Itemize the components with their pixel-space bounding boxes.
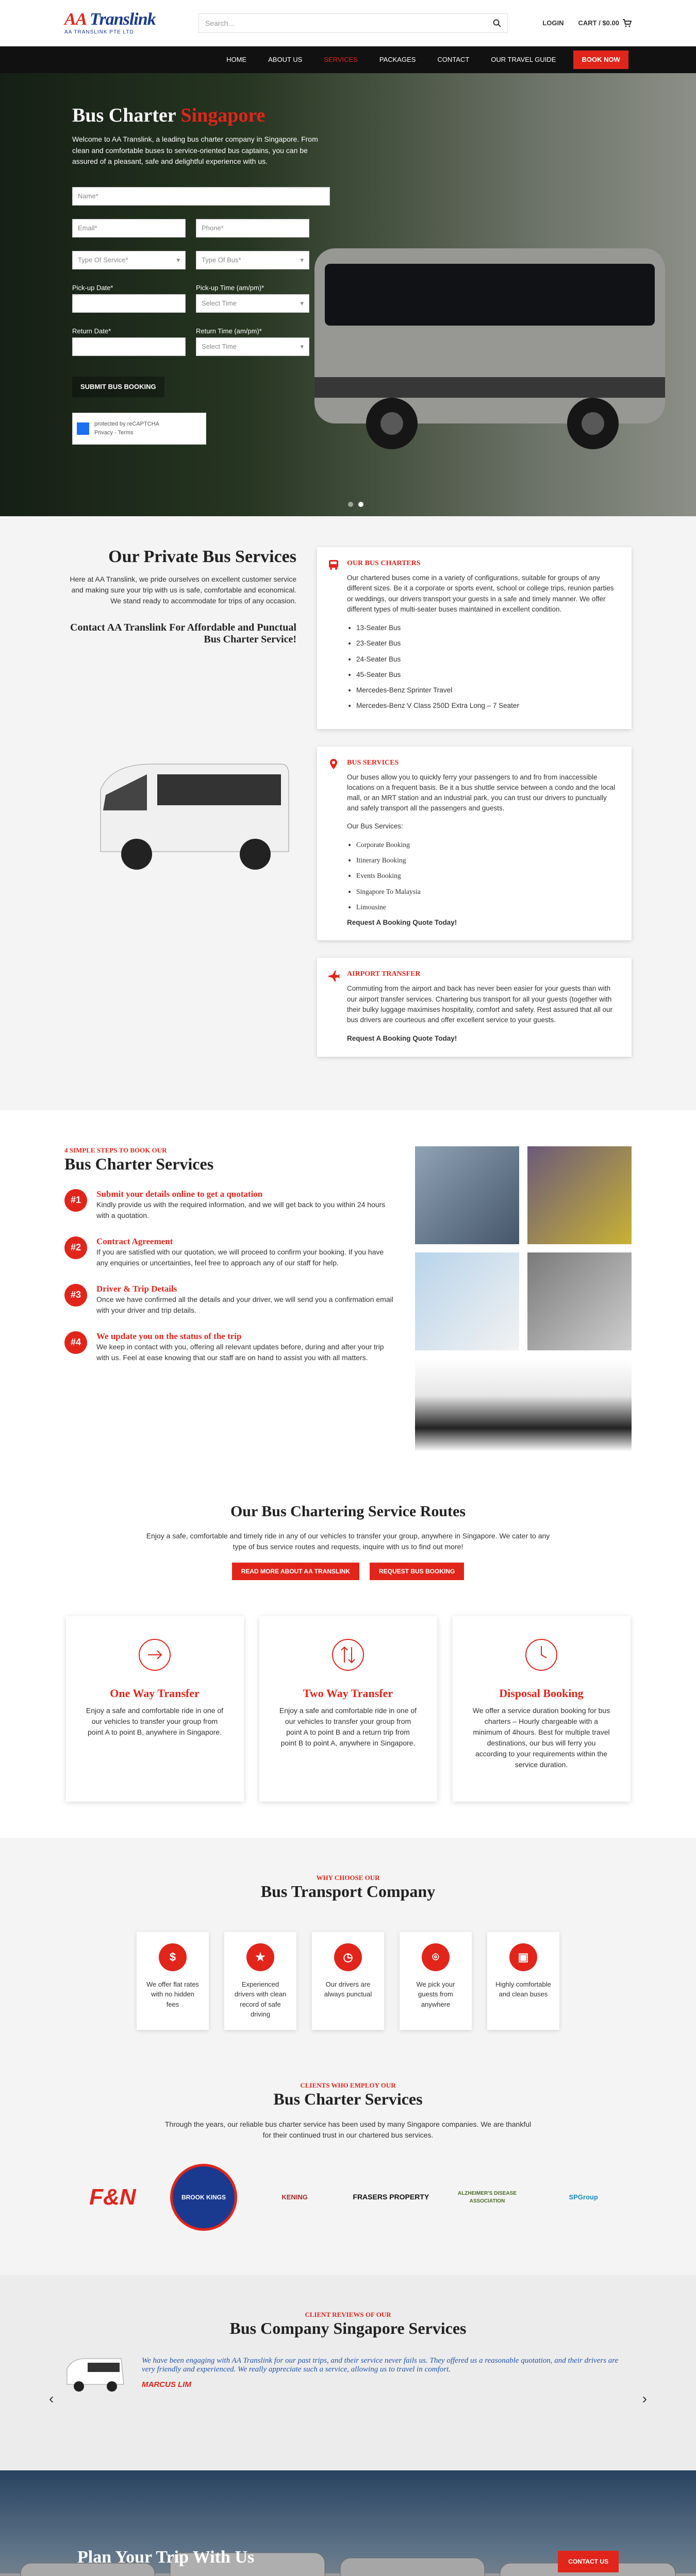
- name-field[interactable]: [72, 187, 330, 206]
- slider-dots: [348, 502, 363, 507]
- nav-contact[interactable]: CONTACT: [437, 56, 470, 64]
- hero-title-a: Bus Charter: [72, 105, 181, 126]
- review-item: [64, 2353, 632, 2395]
- plan-trip-title: Plan Your Trip With Us: [77, 2547, 255, 2567]
- route-card-title: Disposal Booking: [499, 1687, 584, 1700]
- list-item: • 13-Seater Bus: [356, 623, 616, 633]
- minibus-image: [90, 754, 296, 877]
- site-header: [0, 0, 696, 73]
- service-type-select[interactable]: [72, 251, 186, 269]
- chevron-down-icon: ▾: [176, 256, 180, 264]
- bus-services-text: Our buses allow you to quickly ferry your passengers to and fro from inaccessible locations on a frequent basis. Be it a bus shuttle service between a condo and the local mall, or an MRT station and an industrial park, you can trust our drivers to punctually and safely transport all the passengers and guests.: [347, 773, 616, 812]
- list-item: • 23-Seater Bus: [356, 638, 616, 649]
- step-item: [64, 1189, 394, 1221]
- pickup-date-field[interactable]: [72, 294, 186, 313]
- return-date-label: Return Date*: [72, 327, 111, 335]
- pickup-date-label: Pick-up Date*: [72, 284, 113, 292]
- name-placeholder: Name*: [78, 192, 98, 200]
- email-field[interactable]: [72, 219, 186, 238]
- clients-section: [0, 2081, 696, 2275]
- main-nav: [0, 46, 696, 73]
- award-icon: ★: [246, 1943, 274, 1971]
- slider-dot-active[interactable]: [358, 502, 363, 507]
- step-badge: #4: [64, 1331, 87, 1354]
- routes-title: Our Bus Chartering Service Routes: [230, 1502, 466, 1520]
- hero-title: [72, 104, 330, 127]
- why-title: Bus Transport Company: [260, 1882, 436, 1901]
- list-item: • Mercedes-Benz V Class 250D Extra Long – 7 Seater: [356, 701, 616, 711]
- nav-services[interactable]: SERVICES: [324, 56, 358, 64]
- return-date-field[interactable]: [72, 337, 186, 356]
- client-logos: [64, 2161, 632, 2233]
- bus-type-value: Type Of Bus*: [202, 256, 241, 264]
- phone-field[interactable]: [196, 219, 309, 238]
- search-placeholder: Search...: [205, 19, 235, 27]
- recaptcha-icon: [77, 422, 89, 435]
- gallery-photo: [527, 1252, 632, 1350]
- top-bar: [0, 0, 696, 46]
- list-item[interactable]: • Itinerary Booking: [356, 855, 616, 866]
- chevron-down-icon: ▾: [300, 343, 304, 351]
- bus-services-list: [356, 840, 616, 912]
- step-text: We keep in contact with you, offering all relevant updates before, during and after your trip with us. Feel at ease knowing that our staff are on hand to assist you with all matters.: [96, 1342, 384, 1362]
- hero-banner: [0, 73, 696, 516]
- nav-about[interactable]: ABOUT US: [268, 56, 303, 64]
- location-pin-icon: [327, 758, 340, 770]
- plan-trip-banner: [0, 2470, 696, 2576]
- gallery-photo: [415, 1146, 519, 1244]
- photo-gallery: [415, 1146, 632, 1451]
- why-card: [137, 1932, 209, 2030]
- services-contact-heading: Contact AA Translink For Affordable and Punctual Bus Charter Service!: [70, 622, 296, 645]
- airport-transfer-title: AIRPORT TRANSFER: [347, 970, 421, 978]
- chevron-down-icon: ▾: [300, 299, 304, 308]
- return-time-select[interactable]: [196, 337, 309, 356]
- step-title: We update you on the status of the trip: [96, 1331, 242, 1341]
- client-logo-sp: SPGroup: [569, 2193, 598, 2201]
- route-card-title: Two Way Transfer: [303, 1687, 393, 1700]
- contact-us-button[interactable]: CONTACT US: [558, 2551, 619, 2572]
- review-quote: We have been engaging with AA Translink for our past trips, and their service never fails us. They offered us a reasonable quotation, and their drivers are very friendly and experienced. We really appreciate such a service, allowing us to travel in comfort.: [142, 2357, 619, 2374]
- cart-link[interactable]: [578, 18, 632, 28]
- book-now-button[interactable]: BOOK NOW: [573, 50, 628, 69]
- airport-transfer-card: [317, 958, 632, 1056]
- clients-kicker: CLIENTS WHO EMPLOY OUR: [300, 2081, 396, 2089]
- bus-charters-card: [317, 547, 632, 729]
- bus-services-card: [317, 747, 632, 941]
- step-badge: #3: [64, 1284, 87, 1307]
- route-card: [66, 1616, 244, 1802]
- clock-icon: [523, 1637, 559, 1673]
- reviews-section: [0, 2275, 696, 2470]
- hero-intro: Welcome to AA Translink, a leading bus charter company in Singapore. From clean and comfortable buses to service-oriented bus captains, you can be assured of a pleasant, safe and delightful experience with us.: [72, 135, 318, 166]
- why-card: [487, 1932, 559, 2030]
- step-text: Once we have confirmed all the details and your driver, we will send you a confirmation email with your driver and trip details.: [96, 1295, 393, 1314]
- bus-types-list: [356, 623, 616, 711]
- bus-type-select[interactable]: [196, 251, 309, 269]
- cart-icon: [622, 19, 632, 27]
- list-item[interactable]: • Limousine: [356, 902, 616, 912]
- phone-placeholder: Phone*: [202, 224, 224, 232]
- why-card-text: We offer flat rates with no hidden fees: [146, 1980, 200, 2008]
- slider-dot[interactable]: [348, 502, 353, 507]
- list-item[interactable]: • Events Booking: [356, 871, 616, 881]
- logo-prefix: AA: [64, 9, 86, 29]
- client-logo-ada: ALZHEIMER'S DISEASE ASSOCIATION: [457, 2190, 517, 2204]
- read-more-button[interactable]: READ MORE ABOUT AA TRANSLINK: [232, 1563, 359, 1580]
- arrow-right-circle-icon: [137, 1637, 173, 1673]
- step-title: Contract Agreement: [96, 1236, 173, 1246]
- return-time-value: Select Time: [202, 343, 237, 351]
- why-card: [400, 1932, 472, 2030]
- reviews-title: Bus Company Singapore Services: [229, 2318, 467, 2337]
- dollar-icon: $: [159, 1943, 187, 1971]
- request-booking-button[interactable]: REQUEST BUS BOOKING: [370, 1563, 464, 1580]
- logo-brand: Translink: [89, 9, 156, 29]
- step-title: Submit your details online to get a quotation: [96, 1189, 263, 1199]
- list-item: • 24-Seater Bus: [356, 654, 616, 665]
- clients-title: Bus Charter Services: [273, 2089, 423, 2108]
- why-card: [312, 1932, 384, 2030]
- location-pin-icon: ⌾: [422, 1943, 450, 1971]
- route-card-text: We offer a service duration booking for bus charters – Hourly chargeable with a minimum of 4hours. Best for multiple travel destinations, our bus will ferry you according to your requirements within the service duration.: [472, 1706, 610, 1769]
- nav-packages[interactable]: PACKAGES: [379, 56, 416, 64]
- chevron-left-icon[interactable]: ‹: [49, 2390, 54, 2406]
- airport-quote-link[interactable]: Request A Booking Quote Today!: [347, 1035, 457, 1043]
- chevron-down-icon: ▾: [300, 256, 304, 264]
- chevron-right-icon[interactable]: ›: [642, 2390, 647, 2406]
- services-title: Our Private Bus Services: [108, 547, 296, 566]
- route-card: [259, 1616, 437, 1802]
- pickup-time-value: Select Time: [202, 299, 237, 308]
- gallery-photo: [527, 1146, 632, 1244]
- routes-text: Enjoy a safe, comfortable and timely ride in any of our vehicles to transfer your group, anywhere in Singapore. We cater to any type of bus service routes and requests, inquire with us to find out more!: [146, 1531, 550, 1551]
- why-card-text: Our drivers are always punctual: [324, 1980, 372, 1998]
- two-way-arrows-icon: [330, 1637, 366, 1673]
- client-logo-kening: KENING: [281, 2193, 308, 2201]
- routes-section: [0, 1487, 696, 1838]
- recaptcha-label: protected by reCAPTCHA: [94, 421, 159, 428]
- nav-travel-guide[interactable]: OUR TRAVEL GUIDE: [491, 56, 556, 64]
- step-badge: #2: [64, 1236, 87, 1259]
- list-item: • Mercedes-Benz Sprinter Travel: [356, 685, 616, 696]
- list-item[interactable]: • Corporate Booking: [356, 840, 616, 850]
- why-card-text: We pick your guests from anywhere: [416, 1980, 455, 2008]
- van-image: [64, 2353, 126, 2395]
- airplane-icon: [327, 969, 340, 981]
- step-title: Driver & Trip Details: [96, 1283, 177, 1294]
- route-card: [453, 1616, 631, 1802]
- bus-services-quote-link[interactable]: Request A Booking Quote Today!: [347, 919, 457, 926]
- client-logo-brook: BROOK KINGS: [170, 2164, 237, 2231]
- login-link[interactable]: LOGIN: [542, 19, 564, 27]
- logo-tagline: AA TRANSLINK PTE LTD: [64, 29, 134, 35]
- search-input[interactable]: [198, 13, 508, 33]
- route-card-title: One Way Transfer: [110, 1687, 200, 1700]
- list-item[interactable]: • Singapore To Malaysia: [356, 887, 616, 897]
- why-card-text: Experienced drivers with clean record of safe driving: [234, 1980, 287, 2018]
- bus-charters-text: Our chartered buses come in a variety of configurations, suitable for groups of any different sizes. Be it a corporate or sports event, school or college trips, reunion parties or weddings, our drivers transport your guests in a safe and timely manner. We offer different types of multi-seater buses maintained in excellent condition.: [347, 574, 614, 613]
- booking-form: [72, 187, 330, 445]
- bus-charters-title: OUR BUS CHARTERS: [347, 560, 421, 567]
- review-author: MARCUS LIM: [142, 2380, 191, 2389]
- nav-home[interactable]: HOME: [226, 56, 247, 64]
- bus-services-title: BUS SERVICES: [347, 758, 399, 767]
- why-kicker: WHY CHOOSE OUR: [316, 1873, 380, 1882]
- bus-icon: [327, 558, 340, 571]
- client-logo-fn: F&N: [89, 2184, 136, 2210]
- bus-icon: ▣: [509, 1943, 537, 1971]
- why-choose-section: [0, 1838, 696, 2081]
- steps-kicker: 4 SIMPLE STEPS TO BOOK OUR: [64, 1146, 167, 1154]
- search-icon[interactable]: [493, 19, 501, 27]
- clients-text: Through the years, our reliable bus charter service has been used by many Singapore companies. We are thankful for their continued trust in our chartered bus services.: [164, 2120, 532, 2139]
- hero-title-b: Singapore: [180, 105, 266, 126]
- list-item: • 45-Seater Bus: [356, 670, 616, 680]
- steps-title: Bus Charter Services: [64, 1154, 214, 1173]
- route-card-text: Enjoy a safe and comfortable ride in one of our vehicles to transfer your group from point A to point B, anywhere in Singapore.: [86, 1706, 224, 1736]
- submit-booking-button[interactable]: SUBMIT BUS BOOKING: [72, 377, 164, 397]
- gallery-photo: [415, 1359, 632, 1451]
- service-type-value: Type Of Service*: [78, 256, 128, 264]
- gallery-photo: [415, 1252, 519, 1350]
- why-card: [224, 1932, 296, 2030]
- step-text: If you are satisfied with our quotation, we will proceed to confirm your booking. If you have any enquiries or uncertainties, feel free to approach any of our staff for help.: [96, 1247, 384, 1267]
- why-card-text: Highly comfortable and clean buses: [495, 1980, 551, 1998]
- step-item: [64, 1331, 394, 1363]
- pickup-time-select[interactable]: [196, 294, 309, 313]
- return-time-label: Return Time (am/pm)*: [196, 327, 262, 335]
- client-logo-frasers: FRASERS PROPERTY: [353, 2193, 429, 2201]
- step-item: [64, 1236, 394, 1268]
- route-card-text: Enjoy a safe and comfortable ride in one of our vehicles to transfer your group from point A to point B and a return trip from point B to point A, anywhere in Singapore.: [279, 1706, 417, 1747]
- services-intro: Here at AA Translink, we pride ourselves on excellent customer service and making sure your trip with us is safe, comfortable and economical. We stand ready to accommodate for trips of any occasion.: [70, 575, 296, 605]
- step-badge: #1: [64, 1189, 87, 1212]
- clock-icon: ◷: [334, 1943, 362, 1971]
- airport-transfer-text: Commuting from the airport and back has never been easier for your guests than with our airport transfer services. Chartering bus transport for all your guests (together with their bulky luggage maximises hospitality, comfort and safety. Rest assured that all our bus drivers are courteous and offer excellent service to your guests.: [347, 985, 612, 1024]
- recaptcha-links[interactable]: Privacy - Terms: [94, 429, 134, 436]
- services-section: [0, 516, 696, 1110]
- email-placeholder: Email*: [78, 224, 97, 232]
- reviews-kicker: CLIENT REVIEWS OF OUR: [305, 2310, 391, 2318]
- cart-label: CART / $0.00: [578, 19, 619, 27]
- step-text: Kindly provide us with the required information, and we will get back to you within 24 hours with a quotation.: [96, 1200, 386, 1219]
- site-logo[interactable]: [64, 5, 168, 41]
- step-item: [64, 1284, 394, 1316]
- booking-steps-section: [0, 1110, 696, 1487]
- pickup-time-label: Pick-up Time (am/pm)*: [196, 284, 264, 292]
- bus-services-sub: Our Bus Services:: [347, 822, 403, 830]
- recaptcha-badge[interactable]: [72, 413, 206, 445]
